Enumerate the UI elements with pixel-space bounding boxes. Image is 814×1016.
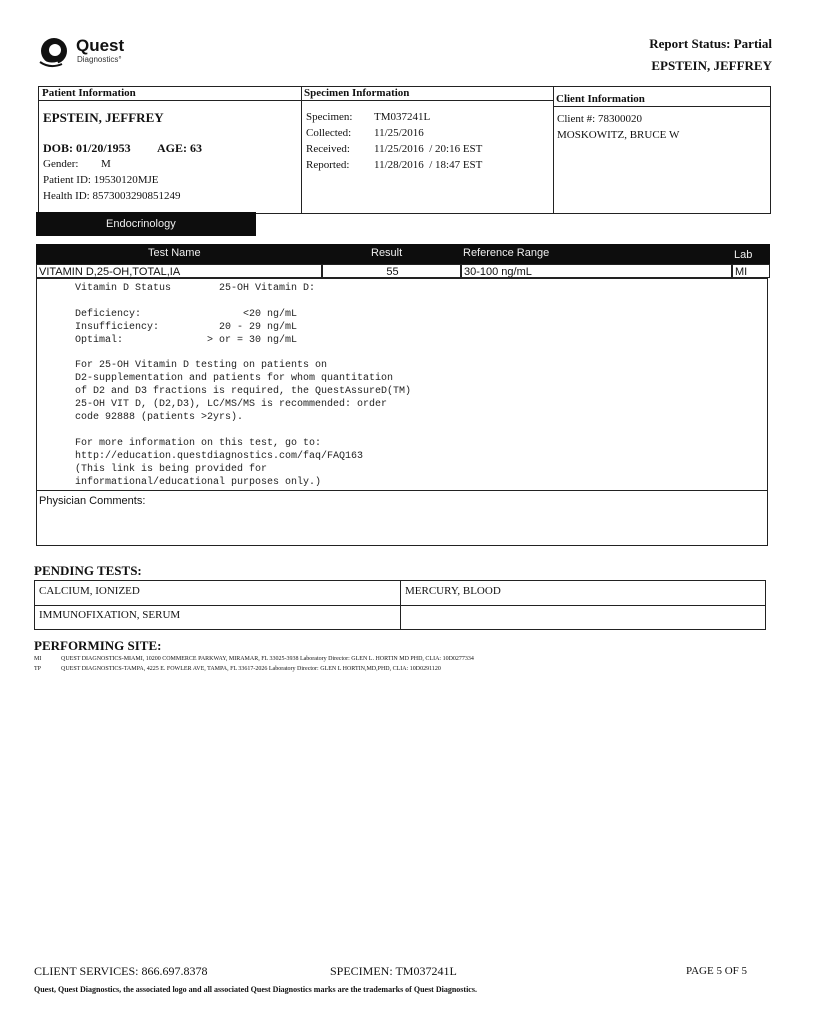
- received-value: 11/25/2016 / 20:16 EST: [374, 143, 483, 155]
- patient-age: AGE: 63: [157, 141, 202, 155]
- comments-divider: [37, 490, 767, 491]
- site-code: MI: [34, 656, 42, 662]
- column-divider: [301, 87, 302, 213]
- section-tab-endocrinology: [36, 212, 256, 236]
- result-reference-range: 30-100 ng/mL: [461, 264, 732, 278]
- specimen-value: TM037241L: [374, 111, 431, 123]
- reported-label: Reported:: [306, 159, 350, 171]
- footer-client-services: CLIENT SERVICES: 866.697.8378: [34, 964, 208, 978]
- reported-value: 11/28/2016 / 18:47 EST: [374, 159, 483, 171]
- collected-label: Collected:: [306, 127, 352, 139]
- client-info-heading: Client Information: [553, 93, 771, 107]
- col-test-name: Test Name: [148, 247, 201, 259]
- physician-comments-label: Physician Comments:: [39, 495, 146, 507]
- result-comment-box: [36, 278, 768, 546]
- site-text: QUEST DIAGNOSTICS-TAMPA, 4225 E. FOWLER AVE, TAMPA, FL 33617-2026 Laboratory Director: GLEN L HORTIN,MD,PHD, CLIA: 10D0291120: [61, 666, 441, 672]
- trademark-notice: Quest, Quest Diagnostics, the associated logo and all associated Quest Diagnostics marks are the trademarks of Quest Diagnostics.: [34, 985, 477, 994]
- performing-site-line: [34, 666, 441, 672]
- collected-value: 11/25/2016: [374, 127, 424, 139]
- result-row: [36, 264, 770, 278]
- specimen-info-heading: Specimen Information: [301, 87, 553, 101]
- health-id: Health ID: 8573003290851249: [43, 190, 181, 202]
- quest-logo-icon: [38, 36, 70, 68]
- patient-gender: M: [101, 158, 111, 170]
- logo-name: Quest: [76, 36, 125, 55]
- header-patient-name: EPSTEIN, JEFFREY: [651, 58, 772, 73]
- patient-info-heading: Patient Information: [39, 87, 301, 101]
- pending-test: MERCURY, BLOOD: [405, 585, 501, 597]
- col-reference-range: Reference Range: [463, 247, 550, 259]
- col-result: Result: [371, 247, 403, 259]
- logo-subtitle: Diagnostics°: [77, 55, 122, 64]
- pending-test: IMMUNOFIXATION, SERUM: [39, 609, 181, 621]
- site-code: TP: [34, 666, 42, 672]
- result-lab: MI: [732, 264, 770, 278]
- patient-dob: DOB: 01/20/1953: [43, 141, 131, 155]
- client-physician: MOSKOWITZ, BRUCE W: [557, 129, 680, 141]
- result-comment-text: Vitamin D Status 25-OH Vitamin D: Deficiency: <20 ng/mL Insufficiency: 20 - 29 ng/mL Optimal: > or = 30 ng/mL For 25-OH Vitamin D testing on patients on D2-supplementation and patients for whom quantitation of D2 and D3 fractions is required, the QuestAssureD(TM) 25-OH VIT D, (D2,D3), LC/MS/MS is recommended: order code 92888 (patients >2yrs). For more information on this test, go to: http://education.questdiagnostics.com/faq/FAQ163 (This link is being provided for informational/educational purposes only.): [75, 283, 412, 488]
- result-test-name: VITAMIN D,25-OH,TOTAL,IA: [36, 264, 322, 278]
- section-label: Endocrinology: [106, 218, 176, 230]
- performing-site-line: [34, 656, 474, 662]
- patient-gender-label: Gender:: [43, 158, 79, 170]
- pending-test: CALCIUM, IONIZED: [39, 585, 140, 597]
- results-header: [36, 244, 770, 264]
- info-box: [38, 86, 771, 214]
- performing-site-title: PERFORMING SITE:: [34, 638, 162, 653]
- pending-divider: [35, 605, 765, 606]
- report-status: Report Status: Partial: [649, 36, 772, 51]
- specimen-label: Specimen:: [306, 111, 353, 123]
- site-text: QUEST DIAGNOSTICS-MIAMI, 10200 COMMERCE PARKWAY, MIRAMAR, FL 33025-3938 Laboratory Director: GLEN L. HORTIN MD PHD, CLIA: 10D0277334: [61, 656, 474, 662]
- pending-tests-title: PENDING TESTS:: [34, 563, 142, 578]
- col-lab: Lab: [734, 249, 753, 261]
- client-number: Client #: 78300020: [557, 113, 642, 125]
- patient-name: EPSTEIN, JEFFREY: [43, 110, 164, 125]
- pending-tests-table: [34, 580, 766, 630]
- footer-specimen: SPECIMEN: TM037241L: [330, 964, 457, 978]
- footer-page: PAGE 5 OF 5: [686, 965, 748, 977]
- received-label: Received:: [306, 143, 350, 155]
- patient-id: Patient ID: 19530120MJE: [43, 174, 159, 186]
- result-value: 55: [322, 264, 461, 278]
